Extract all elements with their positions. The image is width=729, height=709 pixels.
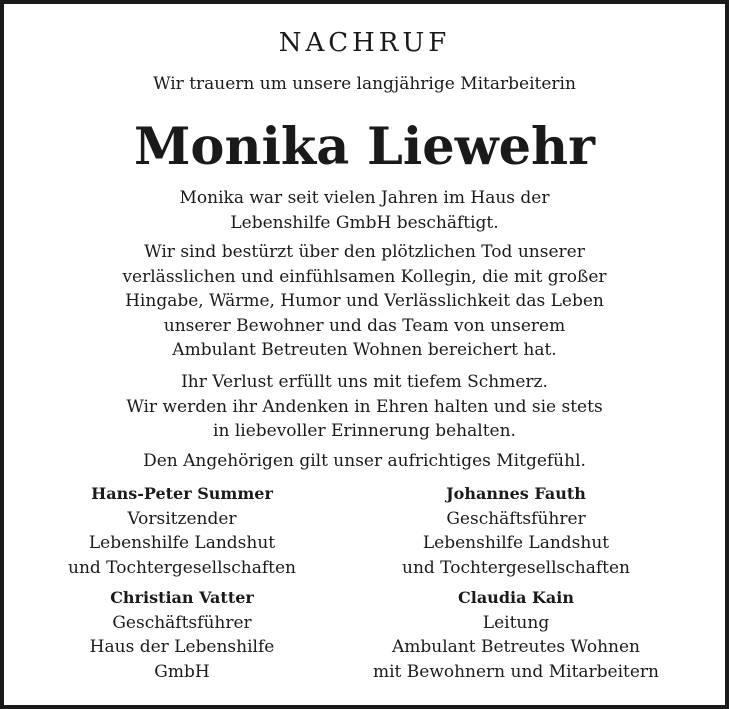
signatory-line: und Tochtergesellschaften	[68, 557, 296, 578]
paragraph-line: Den Angehörigen gilt unser aufrichtiges Mitgefühl.	[143, 451, 586, 471]
paragraph-line: in liebevoller Erinnerung behalten.	[213, 421, 516, 441]
deceased-name: Monika Liewehr	[133, 117, 596, 177]
signatory-line: Geschäftsführer	[446, 508, 586, 529]
paragraph-line: Ambulant Betreuten Wohnen bereichert hat.	[172, 340, 557, 360]
signatory-line: Leitung	[482, 612, 550, 633]
signatory-block	[336, 586, 696, 684]
paragraph-line: Ihr Verlust erfüllt uns mit tiefem Schmerz.	[181, 372, 548, 392]
paragraph-line: Lebenshilfe GmbH beschäftigt.	[230, 212, 499, 233]
paragraph-line: Wir werden ihr Andenken in Ehren halten und sie stets	[126, 396, 603, 417]
signatory-line: mit Bewohnern und Mitarbeitern	[372, 661, 660, 682]
paragraph-employment	[0, 186, 729, 235]
signatory-line: GmbH	[154, 661, 210, 682]
paragraph-line: Hingabe, Wärme, Humor und Verlässlichkeit das Leben	[125, 291, 604, 311]
paragraph-line: Wir sind bestürzt über den plötzlichen Tod unserer	[144, 242, 585, 262]
signatory-name: Christian Vatter	[110, 588, 254, 607]
paragraph-condolence	[0, 449, 729, 474]
paragraph-tribute	[0, 240, 729, 363]
signatory-name: Hans-Peter Summer	[91, 484, 273, 503]
signatory-line: Ambulant Betreutes Wohnen	[392, 637, 640, 657]
signatory-name: Johannes Fauth	[446, 484, 586, 503]
signatory-line: Vorsitzender	[127, 508, 237, 529]
paragraph-line: verlässlichen und einfühlsamen Kollegin, die mit großer	[122, 266, 607, 287]
paragraph-remembrance	[0, 370, 729, 444]
notice-heading: NACHRUF	[278, 28, 451, 58]
notice-subtitle: Wir trauern um unsere langjährige Mitarbeiterin	[153, 74, 576, 94]
signatory-block	[2, 586, 362, 684]
signatory-line: Haus der Lebenshilfe	[89, 637, 275, 657]
paragraph-line: Monika war seit vielen Jahren im Haus der	[179, 188, 550, 208]
signatory-line: Lebenshilfe Landshut	[422, 533, 610, 553]
signatory-block	[2, 482, 362, 580]
paragraph-line: unserer Bewohner und das Team von unserem	[163, 315, 566, 336]
signatory-line: Geschäftsführer	[112, 612, 252, 633]
signatory-line: Lebenshilfe Landshut	[88, 533, 276, 553]
signatory-name: Claudia Kain	[458, 588, 574, 607]
signatory-line: und Tochtergesellschaften	[402, 557, 630, 578]
signatory-block	[336, 482, 696, 580]
